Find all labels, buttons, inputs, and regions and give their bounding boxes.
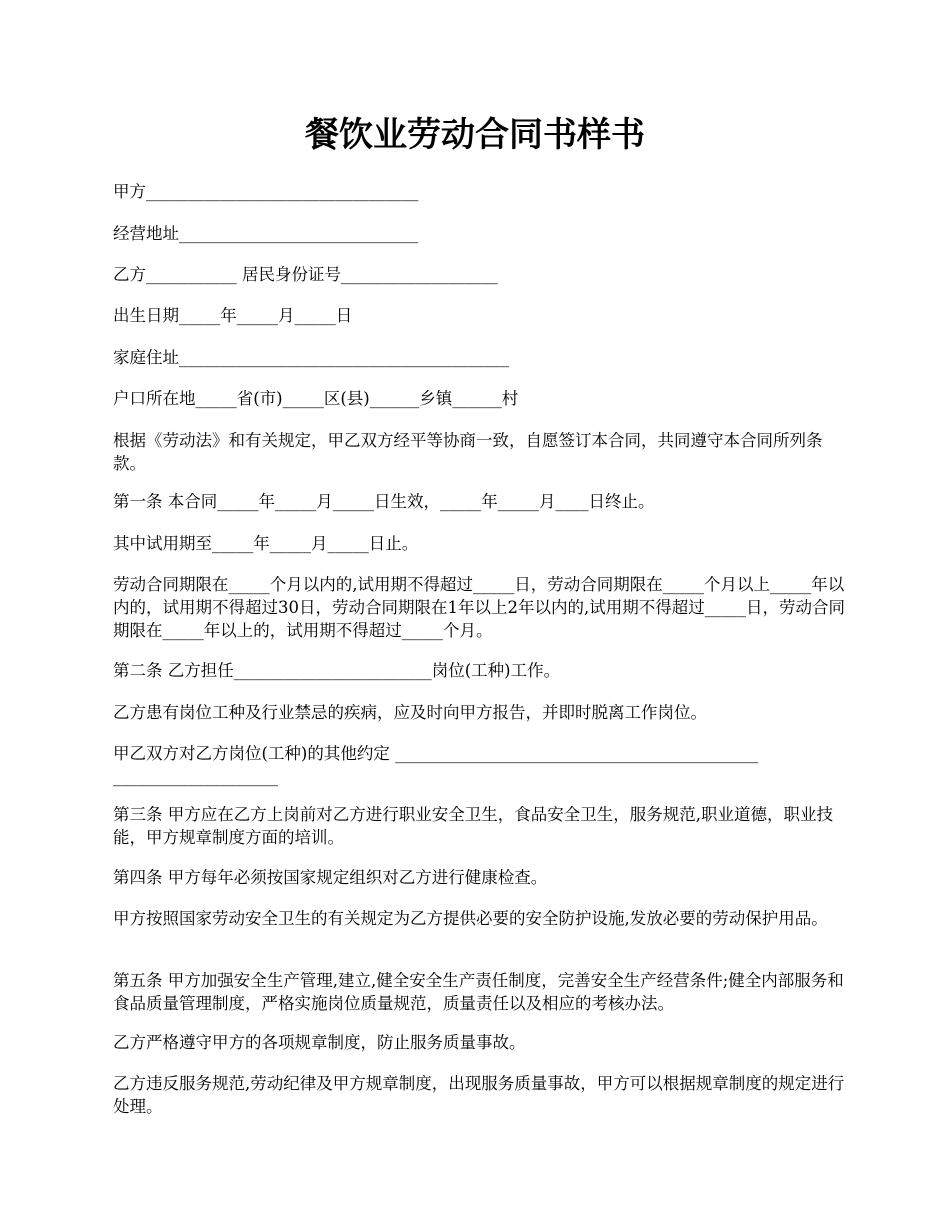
paragraph-party-b: 乙方___________ 居民身份证号___________________ [113, 265, 498, 284]
document-title: 餐饮业劳动合同书样书 [305, 115, 645, 155]
paragraph-article-3: 第三条 甲方应在乙方上岗前对乙方进行职业安全卫生，食品安全卫生，服务规范,职业道德，职业技能，甲方规章制度方面的培训。 [113, 805, 833, 847]
paragraph-rules-compliance: 乙方严格遵守甲方的各项规章制度，防止服务质量事故。 [113, 1033, 526, 1052]
paragraph-violation-handling: 乙方违反服务规范,劳动纪律及甲方规章制度，出现服务质量事故，甲方可以根据规章制度的规定进行处理。 [113, 1074, 845, 1116]
paragraph-protective-equipment: 甲方按照国家劳动安全卫生的有关规定为乙方提供必要的安全防护设施,发放必要的劳动保护用品。 [113, 909, 828, 928]
paragraph-article-4: 第四条 甲方每年必须按国家规定组织对乙方进行健康检查。 [113, 868, 548, 887]
paragraph-other-agreement: 甲乙双方对乙方岗位(工种)的其他约定 ____________________________________________ ____________________ [113, 744, 759, 786]
paragraph-home-address: 家庭住址________________________________________ [113, 348, 509, 367]
paragraph-probation-limits: 劳动合同期限在_____个月以内的,试用期不得超过_____日，劳动合同期限在_____个月以上_____年以内的，试用期不得超过30日，劳动合同期限在1年以上2年以内的,试用期不得超过_____日，劳动合同期限在_____年以上的，试用期不得超过_____个月。 [113, 575, 845, 640]
paragraph-birth-date: 出生日期_____年_____月_____日 [113, 306, 353, 325]
paragraph-article-1: 第一条 本合同_____年_____月_____日生效，_____年_____月____日终止。 [113, 492, 655, 511]
paragraph-preamble: 根据《劳动法》和有关规定，甲乙双方经平等协商一致，自愿签订本合同，共同遵守本合同所列条款。 [113, 431, 823, 473]
paragraph-probation-end: 其中试用期至_____年_____月_____日止。 [113, 534, 419, 553]
paragraph-article-2: 第二条 乙方担任________________________岗位(工种)工作。 [113, 661, 561, 680]
paragraph-household-registration: 户口所在地_____省(市)_____区(县)______乡镇______村 [113, 389, 519, 408]
paragraph-party-a: 甲方_________________________________ [113, 182, 419, 201]
paragraph-business-address: 经营地址_____________________________ [113, 224, 419, 243]
paragraph-disease-report: 乙方患有岗位工种及行业禁忌的疾病，应及时向甲方报告，并即时脱离工作岗位。 [113, 703, 707, 722]
paragraph-article-5: 第五条 甲方加强安全生产管理,建立,健全安全生产责任制度，完善安全生产经营条件;健全内部服务和食品质量管理制度，严格实施岗位质量规范，质量责任以及相应的考核办法。 [113, 971, 844, 1013]
